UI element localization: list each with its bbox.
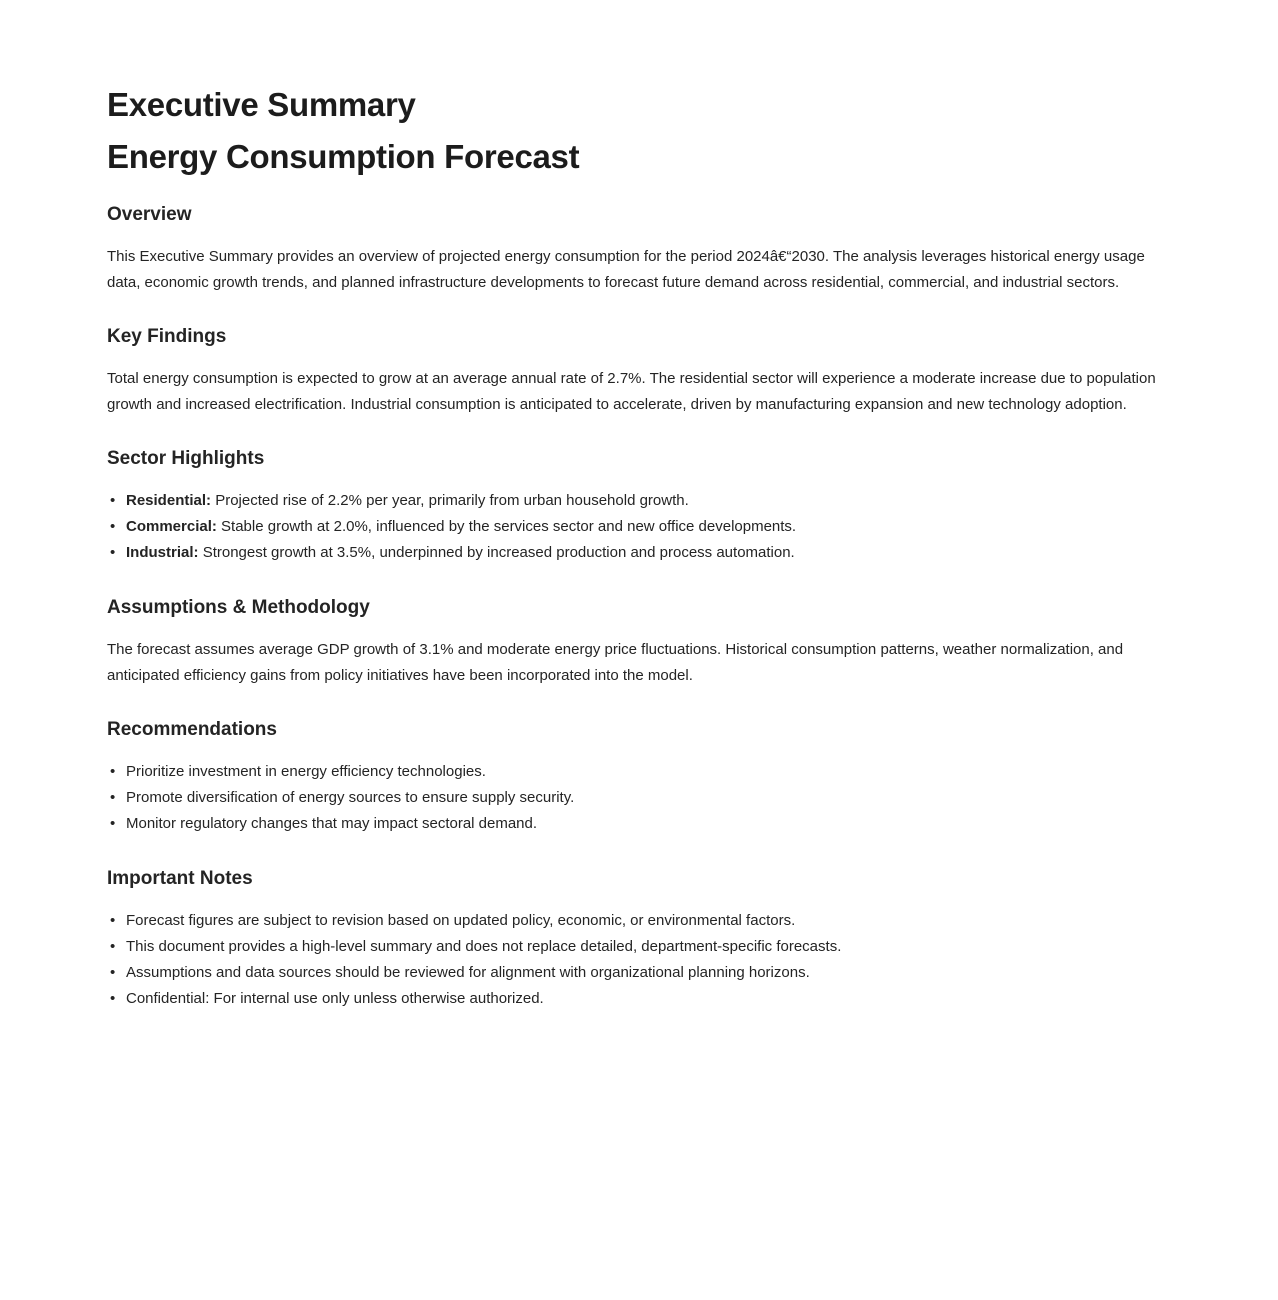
section-assumptions-methodology bbox=[107, 597, 1171, 688]
important-notes-list bbox=[107, 908, 1171, 1012]
list-item: • This document provides a high-level summary and does not replace detailed, department-specific forecasts. bbox=[107, 934, 1171, 960]
bullet-label: Residential: bbox=[126, 492, 212, 509]
list-item-commercial bbox=[107, 514, 1171, 540]
section-heading-sector-highlights: Sector Highlights bbox=[107, 448, 265, 469]
section-key-findings bbox=[107, 326, 1171, 417]
section-recommendations bbox=[107, 719, 1171, 837]
list-item: • Monitor regulatory changes that may impact sectoral demand. bbox=[107, 811, 1171, 837]
bullet-label: Commercial: bbox=[126, 518, 217, 535]
list-item: • Promote diversification of energy sources to ensure supply security. bbox=[107, 785, 1171, 811]
section-heading-key-findings: Key Findings bbox=[107, 326, 227, 347]
bullet-text: Projected rise of 2.2% per year, primarily from urban household growth. bbox=[215, 492, 689, 509]
list-item-industrial bbox=[107, 540, 1171, 566]
document-title-line-1: Executive Summary bbox=[107, 86, 416, 123]
list-item: • Confidential: For internal use only unless otherwise authorized. bbox=[107, 986, 1171, 1012]
section-sector-highlights bbox=[107, 448, 1171, 566]
bullet-text: Stable growth at 2.0%, influenced by the services sector and new office developments. bbox=[221, 518, 797, 535]
assumptions-paragraph: The forecast assumes average GDP growth of 3.1% and moderate energy price fluctuations. Historical consumption patterns, weather normalization, and anticipated efficiency gains from policy initiatives have been incorporated into the model. bbox=[107, 641, 1124, 684]
overview-paragraph: This Executive Summary provides an overview of projected energy consumption for the period 2024â€“2030. The analysis leverages historical energy usage data, economic growth trends, and planned infrastructure developments to forecast future demand across residential, commercial, and industrial sectors. bbox=[107, 248, 1145, 291]
list-item-residential bbox=[107, 488, 1171, 514]
section-overview bbox=[107, 204, 1171, 295]
list-item: • Prioritize investment in energy efficiency technologies. bbox=[107, 759, 1171, 785]
section-heading-important-notes: Important Notes bbox=[107, 868, 253, 889]
bullet-label: Industrial: bbox=[126, 544, 199, 561]
bullet-text: Strongest growth at 3.5%, underpinned by increased production and process automation. bbox=[202, 544, 795, 561]
sector-highlights-list bbox=[107, 488, 1171, 566]
section-important-notes bbox=[107, 868, 1171, 1012]
section-heading-recommendations: Recommendations bbox=[107, 719, 277, 740]
section-heading-assumptions-methodology: Assumptions & Methodology bbox=[107, 597, 370, 618]
key-findings-paragraph: Total energy consumption is expected to grow at an average annual rate of 2.7%. The residential sector will experience a moderate increase due to population growth and increased electrification. Industrial consumption is anticipated to accelerate, driven by manufacturing expansion and new technology adoption. bbox=[107, 370, 1156, 413]
list-item: • Assumptions and data sources should be reviewed for alignment with organizational planning horizons. bbox=[107, 960, 1171, 986]
document-title-line-2: Energy Consumption Forecast bbox=[107, 138, 580, 175]
recommendations-list bbox=[107, 759, 1171, 837]
list-item: • Forecast figures are subject to revision based on updated policy, economic, or environmental factors. bbox=[107, 908, 1171, 934]
section-heading-overview: Overview bbox=[107, 204, 192, 225]
